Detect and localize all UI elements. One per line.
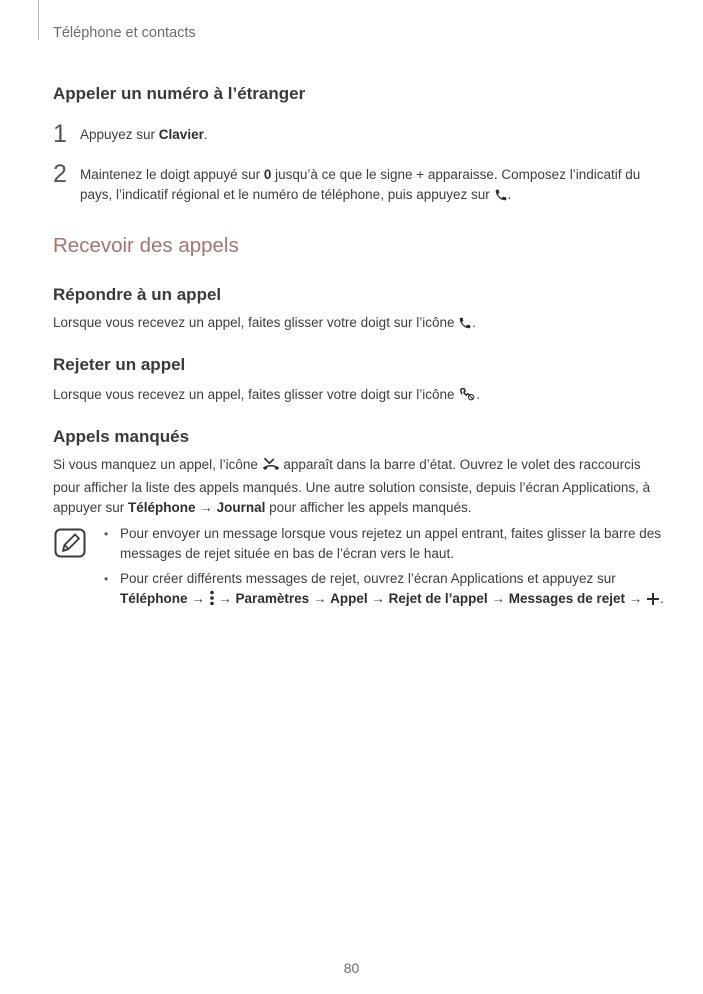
section-title-international: Appeler un numéro à l’étranger xyxy=(53,84,306,103)
plus-icon xyxy=(646,592,660,612)
step-2-text: Maintenez le doigt appuyé sur 0 jusqu’à ce que le signe + apparaisse. Composez l’indicatif du pays, l’indicatif régional et le numéro de téléphone, puis appuyez sur . xyxy=(80,165,670,208)
clavier-label: Clavier xyxy=(158,127,204,142)
subsection-title-missed: Appels manqués xyxy=(53,427,190,446)
step-1-text: Appuyez sur Clavier. xyxy=(80,127,208,142)
header-rule xyxy=(38,0,39,40)
subsection-title-reject: Rejeter un appel xyxy=(53,355,186,374)
bullet: • xyxy=(104,572,109,586)
note-item-2: Pour créer différents messages de rejet, ouvrez l’écran Applications et appuyez sur Téléphone → → Paramètres → Appel → Rejet de l’appel → Messages de rejet → . xyxy=(120,569,690,612)
note-icon xyxy=(54,528,86,558)
chapter-header: Téléphone et contacts xyxy=(53,25,196,41)
page-number: 80 xyxy=(343,960,360,976)
reject-text: Lorsque vous recevez un appel, faites glisser votre doigt sur l’icône . xyxy=(53,384,480,408)
answer-text: Lorsque vous recevez un appel, faites glisser votre doigt sur l’icône . xyxy=(53,313,476,336)
missed-call-icon xyxy=(262,456,280,478)
note-item-1: Pour envoyer un message lorsque vous rejetez un appel entrant, faites glisser la barre des messages de rejet située en bas de l’écran vers le haut. xyxy=(120,526,662,561)
subsection-title-answer: Répondre à un appel xyxy=(53,285,222,304)
phone-icon xyxy=(494,188,508,208)
reject-call-icon xyxy=(458,384,476,408)
section-title-receive: Recevoir des appels xyxy=(53,234,239,257)
phone-icon xyxy=(458,316,472,336)
bullet: • xyxy=(104,527,109,541)
step-number-2: 2 xyxy=(53,160,67,188)
missed-text: Si vous manquez un appel, l’icône apparaît dans la barre d’état. Ouvrez le volet des raccourcis pour afficher la liste des appels manqués. Une autre solution consiste, depuis l’écran Applications, à appuyer sur Téléphone → Journal pour afficher les appels manqués. xyxy=(53,457,651,515)
step-number-1: 1 xyxy=(53,120,67,148)
